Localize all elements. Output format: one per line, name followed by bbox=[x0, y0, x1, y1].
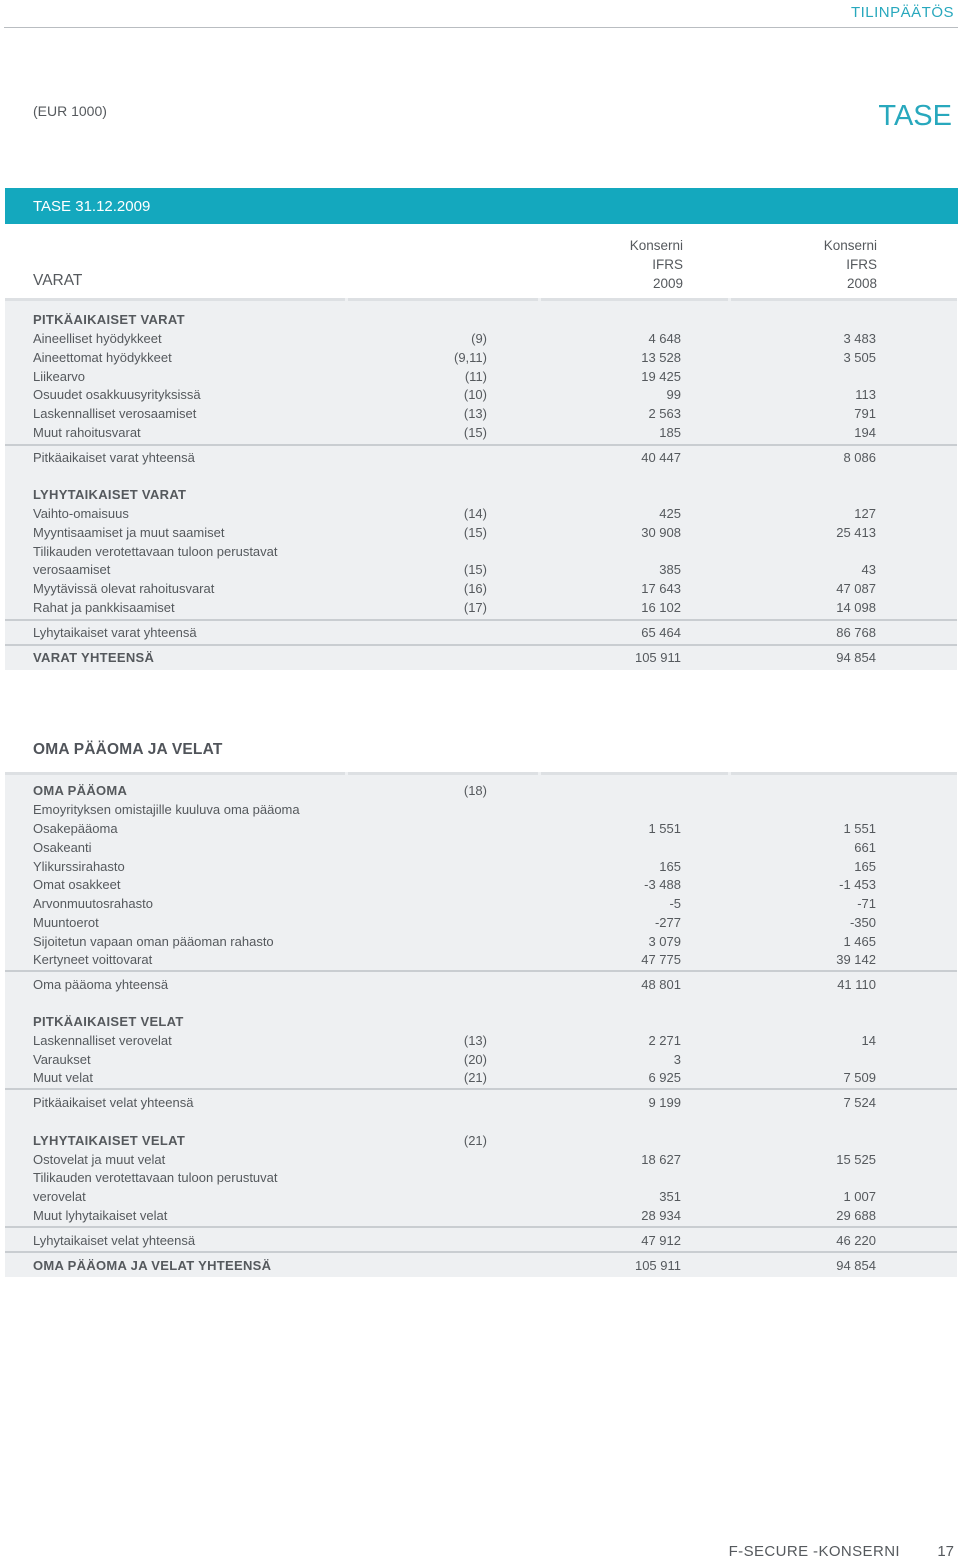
row-value-2008: 39 142 bbox=[836, 952, 876, 967]
row-value-2009: 47 912 bbox=[641, 1233, 681, 1248]
row-value-2009: 6 925 bbox=[648, 1070, 681, 1085]
row-note: (16) bbox=[463, 581, 487, 596]
row-note: (15) bbox=[463, 425, 487, 440]
column-header-2009 bbox=[483, 236, 683, 293]
row-value-2009: 105 911 bbox=[634, 1258, 681, 1273]
table-row bbox=[5, 523, 957, 542]
row-label: Muuntoerot bbox=[33, 915, 99, 930]
row-label: LYHYTAIKAISET VARAT bbox=[33, 487, 187, 502]
page-title: TASE bbox=[878, 100, 952, 132]
top-divider bbox=[4, 27, 958, 28]
table-row bbox=[5, 800, 957, 819]
row-value-2009: 385 bbox=[659, 562, 681, 577]
row-value-2009: 30 908 bbox=[641, 525, 681, 540]
row-note: (15) bbox=[463, 525, 487, 540]
row-value-2008: 7 524 bbox=[843, 1095, 876, 1110]
row-value-2009: 65 464 bbox=[641, 625, 681, 640]
row-value-2008: 43 bbox=[861, 562, 876, 577]
page-number: 17 bbox=[937, 1543, 954, 1560]
row-value-2008: 94 854 bbox=[836, 1258, 876, 1273]
row-label: Osakeanti bbox=[33, 840, 92, 855]
row-separator bbox=[5, 444, 957, 446]
row-value-2008: 86 768 bbox=[836, 625, 876, 640]
row-label: Laskennalliset verosaamiset bbox=[33, 406, 197, 421]
row-note: (11) bbox=[464, 369, 487, 384]
row-note: (13) bbox=[463, 1033, 487, 1048]
row-value-2008: -71 bbox=[857, 896, 876, 911]
column-divider bbox=[731, 298, 957, 301]
statement-banner bbox=[5, 188, 958, 224]
row-label: Lyhytaikaiset velat yhteensä bbox=[33, 1233, 196, 1248]
table-row bbox=[5, 1231, 957, 1250]
row-label: Muut lyhytaikaiset velat bbox=[33, 1208, 168, 1223]
row-value-2008: -1 453 bbox=[839, 877, 876, 892]
row-value-2008: 15 525 bbox=[836, 1152, 876, 1167]
table-row bbox=[5, 1206, 957, 1225]
row-note: (17) bbox=[463, 600, 487, 615]
table-row bbox=[5, 894, 957, 913]
row-value-2009: 4 648 bbox=[648, 331, 681, 346]
row-separator bbox=[5, 644, 957, 646]
column-divider bbox=[5, 772, 345, 775]
table-row bbox=[5, 819, 957, 838]
row-label: Osakepääoma bbox=[33, 821, 118, 836]
table-row bbox=[5, 1131, 957, 1150]
table-row bbox=[5, 1093, 957, 1112]
row-label: Tilikauden verotettavaan tuloon perustuvat bbox=[33, 1170, 278, 1185]
column-header-entity: Konserni bbox=[823, 238, 877, 253]
table-row bbox=[5, 875, 957, 894]
table-row bbox=[5, 1031, 957, 1050]
row-value-2008: 7 509 bbox=[843, 1070, 876, 1085]
row-label: Laskennalliset verovelat bbox=[33, 1033, 172, 1048]
table-row bbox=[5, 950, 957, 969]
row-value-2008: 47 087 bbox=[836, 581, 876, 596]
row-label: Arvonmuutosrahasto bbox=[33, 896, 153, 911]
row-value-2009: 17 643 bbox=[641, 581, 681, 596]
table-row bbox=[5, 404, 957, 423]
column-header-standard: IFRS bbox=[846, 257, 877, 272]
table-row bbox=[5, 598, 957, 617]
column-header-year: 2008 bbox=[846, 276, 877, 291]
column-header-2008 bbox=[677, 236, 877, 293]
row-label: OMA PÄÄOMA bbox=[33, 783, 128, 798]
row-value-2008: 3 505 bbox=[843, 350, 876, 365]
row-label: Kertyneet voittovarat bbox=[33, 952, 153, 967]
footer-company: F-SECURE -KONSERNI bbox=[728, 1543, 900, 1560]
row-value-2009: 16 102 bbox=[641, 600, 681, 615]
table-row bbox=[5, 348, 957, 367]
table-row bbox=[5, 1068, 957, 1087]
row-label: Myyntisaamiset ja muut saamiset bbox=[33, 525, 225, 540]
row-label: Rahat ja pankkisaamiset bbox=[33, 600, 175, 615]
row-value-2008: 661 bbox=[854, 840, 876, 855]
row-value-2009: 105 911 bbox=[634, 650, 681, 665]
row-value-2008: -350 bbox=[849, 915, 876, 930]
row-value-2008: 94 854 bbox=[836, 650, 876, 665]
table-row bbox=[5, 448, 957, 467]
row-label: verovelat bbox=[33, 1189, 86, 1204]
table-row bbox=[5, 310, 957, 329]
column-divider bbox=[541, 298, 728, 301]
row-value-2009: 351 bbox=[659, 1189, 681, 1204]
column-divider bbox=[348, 772, 538, 775]
row-label: Varaukset bbox=[33, 1052, 91, 1067]
table-row bbox=[5, 542, 957, 561]
row-separator bbox=[5, 1226, 957, 1228]
row-value-2009: 19 425 bbox=[641, 369, 681, 384]
row-value-2008: 127 bbox=[854, 506, 876, 521]
equity-liabilities-table bbox=[5, 772, 957, 1277]
table-row bbox=[5, 781, 957, 800]
column-divider bbox=[348, 298, 538, 301]
row-value-2009: 28 934 bbox=[641, 1208, 681, 1223]
table-row bbox=[5, 504, 957, 523]
row-value-2008: 194 bbox=[854, 425, 876, 440]
row-note: (13) bbox=[463, 406, 487, 421]
row-label: Tilikauden verotettavaan tuloon perustavat bbox=[33, 544, 278, 559]
row-value-2008: 14 bbox=[861, 1033, 876, 1048]
table-row bbox=[5, 975, 957, 994]
row-label: PITKÄAIKAISET VELAT bbox=[33, 1014, 184, 1029]
row-value-2009: 9 199 bbox=[648, 1095, 681, 1110]
section-label: TILINPÄÄTÖS bbox=[850, 4, 954, 21]
row-value-2008: 25 413 bbox=[836, 525, 876, 540]
table-row bbox=[5, 623, 957, 642]
row-separator bbox=[5, 970, 957, 972]
row-label: Aineettomat hyödykkeet bbox=[33, 350, 172, 365]
row-separator bbox=[5, 1088, 957, 1090]
row-value-2009: 185 bbox=[659, 425, 681, 440]
row-label: Liikearvo bbox=[33, 369, 86, 384]
banner-title: TASE 31.12.2009 bbox=[33, 198, 151, 215]
column-divider bbox=[541, 772, 728, 775]
row-value-2009: 2 271 bbox=[648, 1033, 681, 1048]
table-row bbox=[5, 913, 957, 932]
table-row bbox=[5, 932, 957, 951]
row-value-2009: 47 775 bbox=[641, 952, 681, 967]
row-label: Pitkäaikaiset velat yhteensä bbox=[33, 1095, 194, 1110]
row-note: (15) bbox=[463, 562, 487, 577]
row-label: VARAT YHTEENSÄ bbox=[33, 650, 155, 665]
table-row bbox=[5, 423, 957, 442]
row-value-2009: 18 627 bbox=[641, 1152, 681, 1167]
row-label: Ylikurssirahasto bbox=[33, 859, 125, 874]
row-note: (10) bbox=[463, 387, 487, 402]
row-label: Oma pääoma yhteensä bbox=[33, 977, 169, 992]
row-label: Aineelliset hyödykkeet bbox=[33, 331, 162, 346]
row-label: Sijoitetun vapaan oman pääoman rahasto bbox=[33, 934, 274, 949]
table-row bbox=[5, 579, 957, 598]
column-header-standard: IFRS bbox=[652, 257, 683, 272]
column-divider bbox=[731, 772, 957, 775]
table-row bbox=[5, 838, 957, 857]
table-row bbox=[5, 1256, 957, 1275]
row-value-2009: 425 bbox=[659, 506, 681, 521]
row-value-2008: 1 007 bbox=[843, 1189, 876, 1204]
row-value-2009: 99 bbox=[666, 387, 681, 402]
table-row bbox=[5, 329, 957, 348]
row-note: (21) bbox=[463, 1133, 487, 1148]
row-value-2008: 46 220 bbox=[836, 1233, 876, 1248]
row-value-2008: 113 bbox=[855, 387, 876, 402]
assets-title: VARAT bbox=[33, 272, 83, 289]
row-value-2009: 165 bbox=[659, 859, 681, 874]
row-label: LYHYTAIKAISET VELAT bbox=[33, 1133, 186, 1148]
row-value-2008: 8 086 bbox=[843, 450, 876, 465]
row-label: Muut rahoitusvarat bbox=[33, 425, 141, 440]
equity-liabilities-title: OMA PÄÄOMA JA VELAT bbox=[33, 741, 223, 758]
row-label: Pitkäaikaiset varat yhteensä bbox=[33, 450, 195, 465]
row-note: (14) bbox=[463, 506, 487, 521]
table-row bbox=[5, 1187, 957, 1206]
assets-table bbox=[5, 298, 957, 670]
table-row bbox=[5, 1150, 957, 1169]
row-value-2008: 14 098 bbox=[836, 600, 876, 615]
row-label: Lyhytaikaiset varat yhteensä bbox=[33, 625, 197, 640]
currency-unit: (EUR 1000) bbox=[33, 103, 107, 119]
row-separator bbox=[5, 1251, 957, 1253]
row-label: Osuudet osakkuusyrityksissä bbox=[33, 387, 201, 402]
table-row bbox=[5, 1050, 957, 1069]
table-row bbox=[5, 560, 957, 579]
row-value-2008: 1 465 bbox=[843, 934, 876, 949]
column-divider bbox=[5, 298, 345, 301]
row-value-2008: 3 483 bbox=[843, 331, 876, 346]
table-row bbox=[5, 367, 957, 386]
row-value-2008: 1 551 bbox=[843, 821, 876, 836]
row-value-2008: 791 bbox=[854, 406, 876, 421]
column-header-entity: Konserni bbox=[629, 238, 683, 253]
row-value-2009: -277 bbox=[654, 915, 681, 930]
row-label: PITKÄAIKAISET VARAT bbox=[33, 312, 185, 327]
table-row bbox=[5, 1012, 957, 1031]
row-label: verosaamiset bbox=[33, 562, 111, 577]
row-label: Emoyrityksen omistajille kuuluva oma pääoma bbox=[33, 802, 300, 817]
row-label: Muut velat bbox=[33, 1070, 93, 1085]
row-value-2009: 2 563 bbox=[648, 406, 681, 421]
row-value-2009: 40 447 bbox=[641, 450, 681, 465]
table-row bbox=[5, 385, 957, 404]
row-value-2009: 3 bbox=[673, 1052, 681, 1067]
row-value-2008: 41 110 bbox=[837, 977, 876, 992]
table-row bbox=[5, 857, 957, 876]
table-row bbox=[5, 648, 957, 667]
row-note: (18) bbox=[463, 783, 487, 798]
row-value-2009: 48 801 bbox=[641, 977, 681, 992]
row-note: (9) bbox=[471, 331, 487, 346]
row-label: Omat osakkeet bbox=[33, 877, 121, 892]
row-separator bbox=[5, 619, 957, 621]
row-value-2009: -5 bbox=[669, 896, 681, 911]
row-note: (20) bbox=[463, 1052, 487, 1067]
row-label: Vaihto-omaisuus bbox=[33, 506, 129, 521]
row-value-2009: -3 488 bbox=[644, 877, 681, 892]
row-label: Ostovelat ja muut velat bbox=[33, 1152, 166, 1167]
row-value-2009: 13 528 bbox=[641, 350, 681, 365]
row-label: Myytävissä olevat rahoitusvarat bbox=[33, 581, 215, 596]
row-value-2008: 29 688 bbox=[836, 1208, 876, 1223]
row-value-2009: 3 079 bbox=[648, 934, 681, 949]
row-note: (21) bbox=[463, 1070, 487, 1085]
table-row bbox=[5, 485, 957, 504]
row-value-2009: 1 551 bbox=[648, 821, 681, 836]
table-row bbox=[5, 1168, 957, 1187]
row-note: (9,11) bbox=[454, 350, 487, 365]
row-label: OMA PÄÄOMA JA VELAT YHTEENSÄ bbox=[33, 1258, 272, 1273]
column-header-year: 2009 bbox=[652, 276, 683, 291]
row-value-2008: 165 bbox=[854, 859, 876, 874]
